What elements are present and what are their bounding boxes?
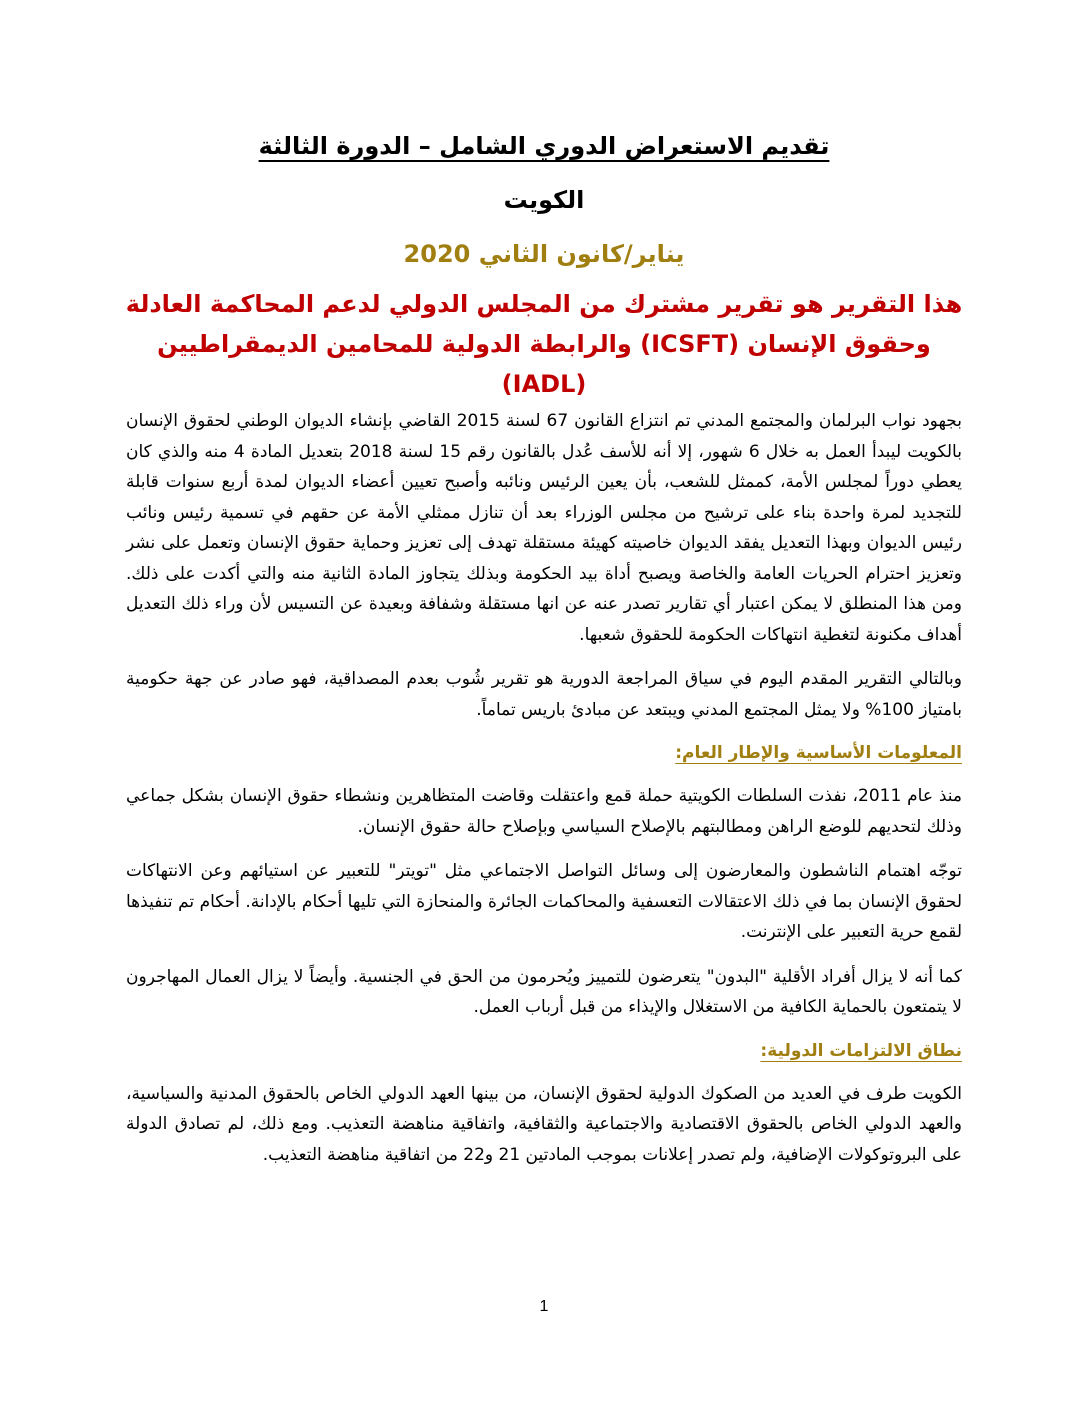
report-date: يناير/كانون الثاني 2020 [403, 240, 685, 268]
section2-paragraph-1: الكويت طرف في العديد من الصكوك الدولية لحقوق الإنسان، من بينها العهد الدولي الخاص بالحقوق المدنية والسياسية، والعهد الدولي الخاص بالحقوق الاقتصادية والاجتماعية والثقافية، واتفاقية مناهضة التعذيب. ومع ذلك، لم تصادق الدولة على البروتوكولات الإضافية، ولم تصدر إعلانات بموجب المادتين 21 و22 من اتفاقية مناهضة التعذيب. [126, 1083, 962, 1165]
section-heading-background: المعلومات الأساسية والإطار العام: [675, 743, 962, 763]
country-name: الكويت [503, 186, 585, 214]
section-heading-international-obligations: نطاق الالتزامات الدولية: [760, 1040, 962, 1061]
section1-paragraph-2: توجّه اهتمام الناشطون والمعارضون إلى وسائل التواصل الاجتماعي مثل "تويتر" للتعبير عن استيائهم وعن الانتهاكات لحقوق الإنسان بما في ذلك الاعتقالات التعسفية والمحاكمات الجائرة والمنحازة التي تليها أحكام بالإدانة. أحكام تم تنفيذها لقمع حرية التعبير على الإنترنت. [126, 861, 962, 942]
intro-paragraph-1: بجهود نواب البرلمان والمجتمع المدني تم انتزاع القانون 67 لسنة 2015 القاضي بإنشاء الديوان الوطني لحقوق الإنسان بالكويت ليبدأ العمل به خلال 6 شهور، إلا أنه للأسف عُدل بالقانون رقم 15 لسنة 2018 بتعديل المادة 4 منه والذي كان يعطي دوراً لمجلس الأمة، كممثل للشعب، بأن يعين الرئيس ونائبه وأصبح تعيين أعضاء الديوان لمدة أربع سنوات قابلة للتجديد لمرة واحدة بناء على ترشيح من مجلس الوزراء بعد أن تنازل ممثلي الأمة عن حقهم في تسمية رئيس ونائب رئيس الديوان وبهذا التعديل يفقد الديوان خاصيته كهيئة مستقلة تهدف إلى تعزيز وحماية حقوق الإنسان وتعمل على نشر وتعزيز احترام الحريات العامة والخاصة ويصبح أداة بيد الحكومة وبذلك يتجاوز المادة الثانية منه والتي أكدت على ذلك. ومن هذا المنطلق لا يمكن اعتبار أي تقارير تصدر عنه عن انها مستقلة وشفافة وبعيدة عن التسيس لأن وراء ذلك التعديل أهداف مكنونة لتغطية انتهاكات الحكومة للحقوق شعبها. [126, 411, 962, 645]
document-body [126, 406, 962, 1184]
intro-paragraph-2: وبالتالي التقرير المقدم اليوم في سياق المراجعة الدورية هو تقرير شُوب بعدم المصداقية، فهو صادر عن جهة حكومية بامتياز 100% ولا يمثل المجتمع المدني ويبتعد عن مبادئ باريس تماماً. [126, 669, 962, 720]
document-header [120, 128, 968, 404]
section1-paragraph-3: كما أنه لا يزال أفراد الأقلية "البدون" يتعرضون للتمييز ويُحرمون من الحق في الجنسية. وأيضاً لا يزال العمال المهاجرون لا يتمتعون بالحماية الكافية من الاستغلال والإيذاء من قبل أرباب العمل. [126, 966, 962, 1017]
report-subtitle: هذا التقرير هو تقرير مشترك من المجلس الدولي لدعم المحاكمة العادلة وحقوق الإنسان (ICSFT) والرابطة الدولية للمحامين الديمقراطيين (IADL) [125, 290, 963, 398]
document-title: تقديم الاستعراض الدوري الشامل – الدورة الثالثة [258, 132, 830, 160]
section1-paragraph-1: منذ عام 2011، نفذت السلطات الكويتية حملة قمع واعتقلت وقاضت المتظاهرين ونشطاء حقوق الإنسان بشكل جماعي وذلك لتحديهم للوضع الراهن ومطالبتهم بالإصلاح السياسي وبإصلاح حالة حقوق الإنسان. [126, 786, 962, 837]
page-number: 1 [539, 1298, 549, 1315]
